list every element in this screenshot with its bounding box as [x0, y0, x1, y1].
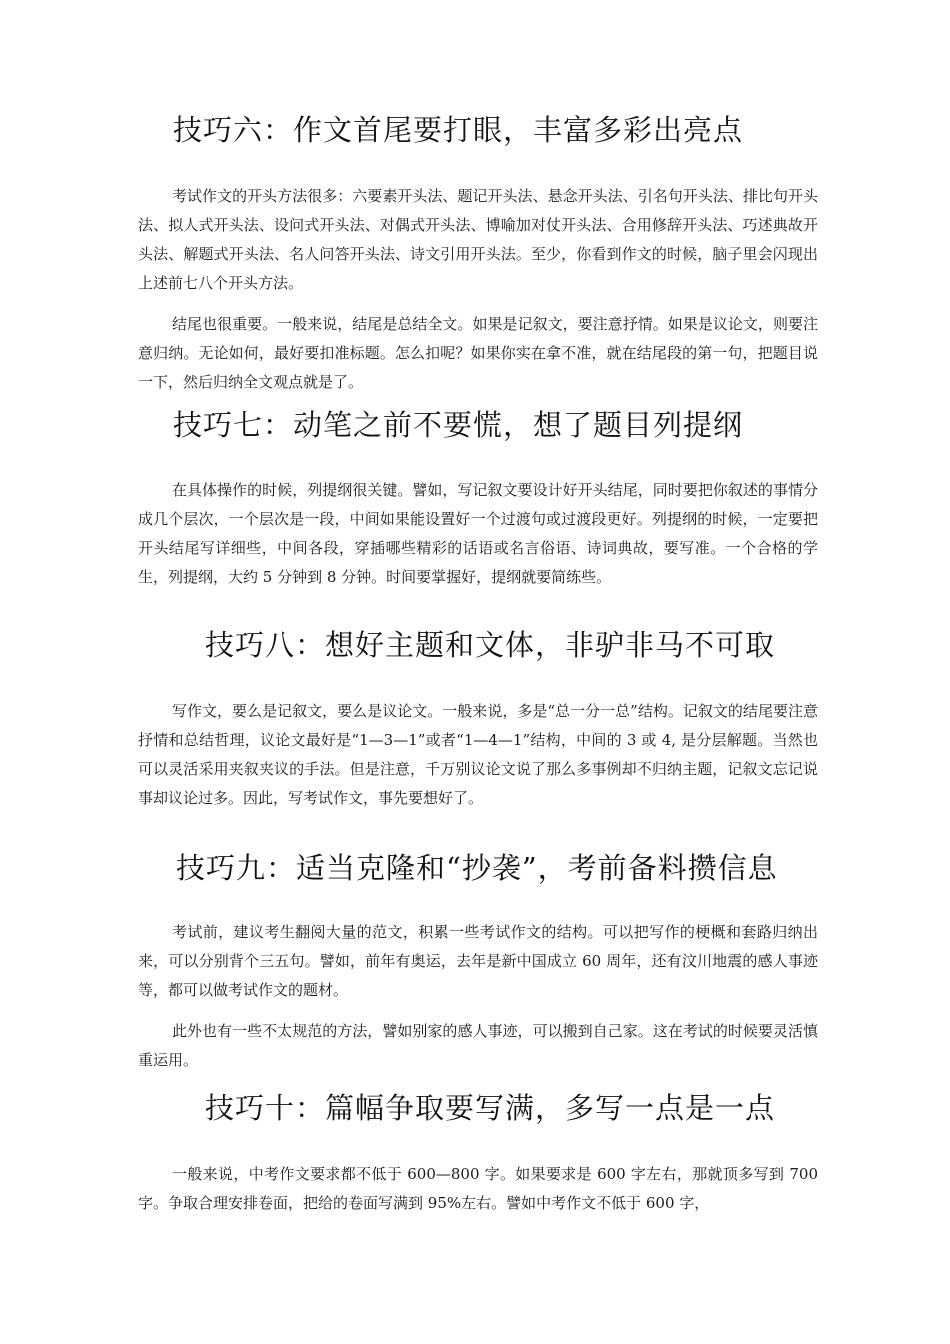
section-heading-7: 技巧七：动笔之前不要慌，想了题目列提纲	[173, 408, 744, 442]
section-heading-6: 技巧六：作文首尾要打眼，丰富多彩出亮点	[173, 113, 744, 147]
section-heading-8: 技巧八：想好主题和文体，非驴非马不可取	[205, 628, 776, 662]
paragraph-6-2: 结尾也很重要。一般来说，结尾是总结全文。如果是记叙文，要注意抒情。如果是议论文，则要注意归纳。无论如何，最好要扣准标题。怎么扣呢？如果你实在拿不准，就在结尾段的第一句，把题目说一下，然后归纳全文观点就是了。	[138, 315, 818, 391]
paragraph-9-1: 考试前，建议考生翻阅大量的范文，积累一些考试作文的结构。可以把写作的梗概和套路归纳出来，可以分别背个三五句。譬如，前年有奥运，去年是新中国成立 60 周年，还有汶川地震的感人事迹等，都可以做考试作文的题材。	[138, 923, 818, 999]
section-heading-9: 技巧九：适当克隆和“抄袭”，考前备料攒信息	[176, 851, 778, 885]
section-heading-10: 技巧十：篇幅争取要写满，多写一点是一点	[205, 1091, 776, 1125]
paragraph-8-1: 写作文，要么是记叙文，要么是议论文。一般来说，多是“总一分一总”结构。记叙文的结尾要注意抒情和总结哲理，议论文最好是“1—3—1”或者“1—4—1”结构，中间的 3 或 4, 是分层解题。当然也可以灵活采用夹叙夹议的手法。但是注意，千万别议论文说了那么多事例却不归纳主题，记叙文忘记说事却议论过多。因此，写考试作文，事先要想好了。	[138, 702, 818, 807]
paragraph-10-1: 一般来说，中考作文要求都不低于 600—800 字。如果要求是 600 字左右，那就顶多写到 700 字。争取合理安排卷面，把给的卷面写满到 95%左右。譬如中考作文不低于 600 字，	[138, 1165, 818, 1212]
paragraph-7-1: 在具体操作的时候，列提纲很关键。譬如，写记叙文要设计好开头结尾，同时要把你叙述的事情分成几个层次，一个层次是一段，中间如果能设置好一个过渡句或过渡段更好。列提纲的时候，一定要把开头结尾写详细些，中间各段，穿插哪些精彩的话语或名言俗语、诗词典故，要写准。一个合格的学生，列提纲，大约 5 分钟到 8 分钟。时间要掌握好，提纲就要简练些。	[138, 481, 818, 586]
paragraph-6-1: 考试作文的开头方法很多：六要素开头法、题记开头法、悬念开头法、引名句开头法、排比句开头法、拟人式开头法、设问式开头法、对偶式开头法、博喻加对仗开头法、合用修辞开头法、巧述典故开头法、解题式开头法、名人问答开头法、诗文引用开头法。至少，你看到作文的时候，脑子里会闪现出上述前七八个开头方法。	[138, 187, 818, 292]
paragraph-9-2: 此外也有一些不太规范的方法，譬如别家的感人事迹，可以搬到自己家。这在考试的时候要灵活慎重运用。	[138, 1022, 818, 1069]
